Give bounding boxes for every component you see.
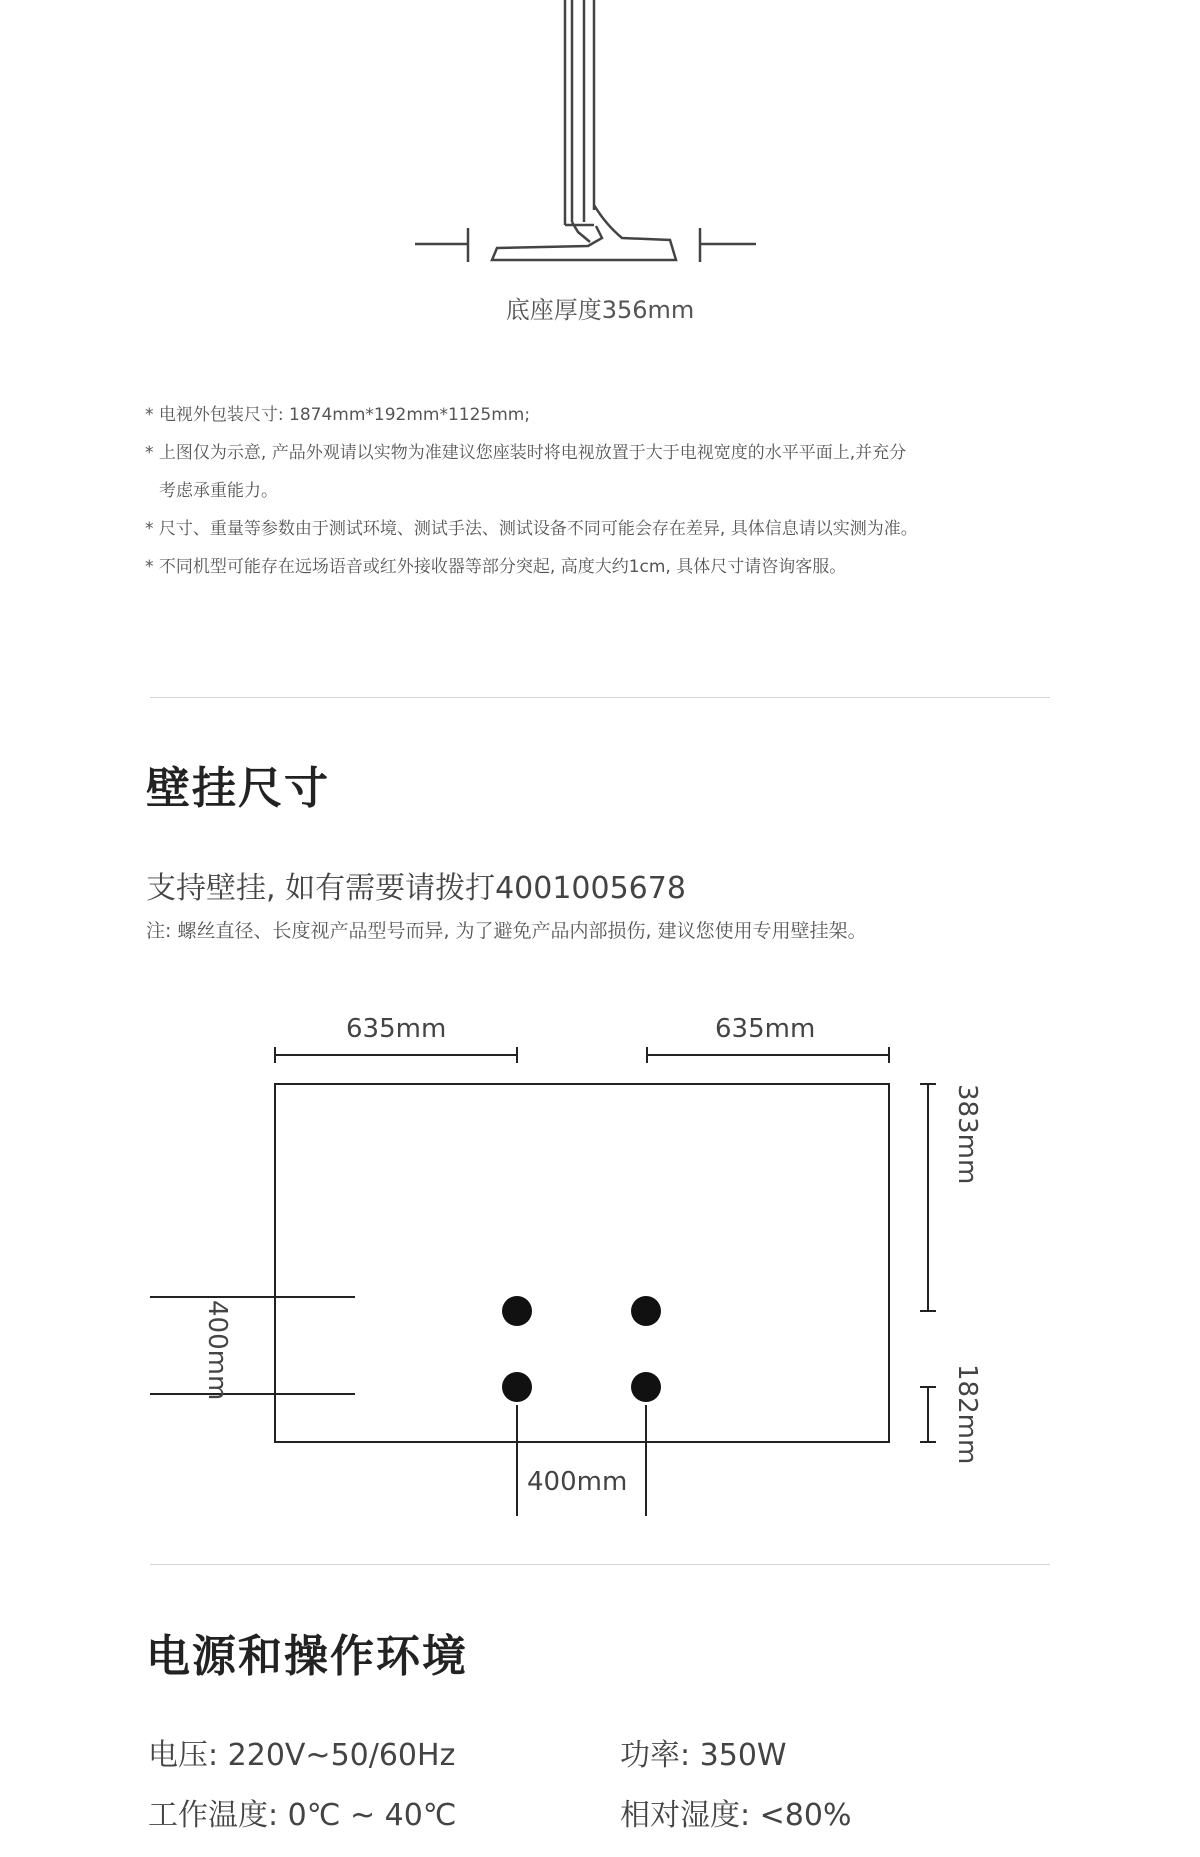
- wall-mount-subtitle: 支持壁挂, 如有需要请拨打4001005678: [146, 871, 686, 906]
- note-line: * 电视外包装尺寸: 1874mm*192mm*1125mm;: [145, 405, 531, 425]
- wall-mount-title: 壁挂尺寸: [146, 763, 330, 814]
- dim-bottom: 400mm: [527, 1467, 628, 1497]
- stand-thickness-caption: 底座厚度356mm: [505, 296, 695, 324]
- spec-power: 功率: 350W: [620, 1738, 787, 1773]
- mount-hole: [502, 1296, 532, 1326]
- dim-right-bottom: 182mm: [952, 1364, 982, 1465]
- note-line: * 尺寸、重量等参数由于测试环境、测试手法、测试设备不同可能会存在差异, 具体信息请以实测为准。: [145, 519, 918, 539]
- section-divider: [150, 1564, 1050, 1565]
- power-title: 电源和操作环境: [146, 1631, 468, 1682]
- note-line: * 上图仅为示意, 产品外观请以实物为准建议您座装时将电视放置于大于电视宽度的水平平面上,并充分: [145, 443, 907, 463]
- dim-left: 400mm: [202, 1300, 232, 1401]
- note-line: * 不同机型可能存在远场语音或红外接收器等部分突起, 高度大约1cm, 具体尺寸请咨询客服。: [145, 557, 847, 577]
- dim-right-top: 383mm: [952, 1084, 982, 1185]
- spec-voltage: 电压: 220V~50/60Hz: [148, 1738, 456, 1773]
- wall-mount-note: 注: 螺丝直径、长度视产品型号而异, 为了避免产品内部损伤, 建议您使用专用壁挂架。: [146, 920, 867, 942]
- dim-top-right: 635mm: [715, 1014, 816, 1044]
- mount-hole: [502, 1372, 532, 1402]
- mount-hole: [631, 1372, 661, 1402]
- note-line: 考虑承重能力。: [159, 481, 278, 501]
- mount-hole: [631, 1296, 661, 1326]
- spec-humidity: 相对湿度: <80%: [620, 1798, 852, 1833]
- dim-top-left: 635mm: [346, 1014, 447, 1044]
- spec-temperature: 工作温度: 0℃ ~ 40℃: [148, 1798, 457, 1833]
